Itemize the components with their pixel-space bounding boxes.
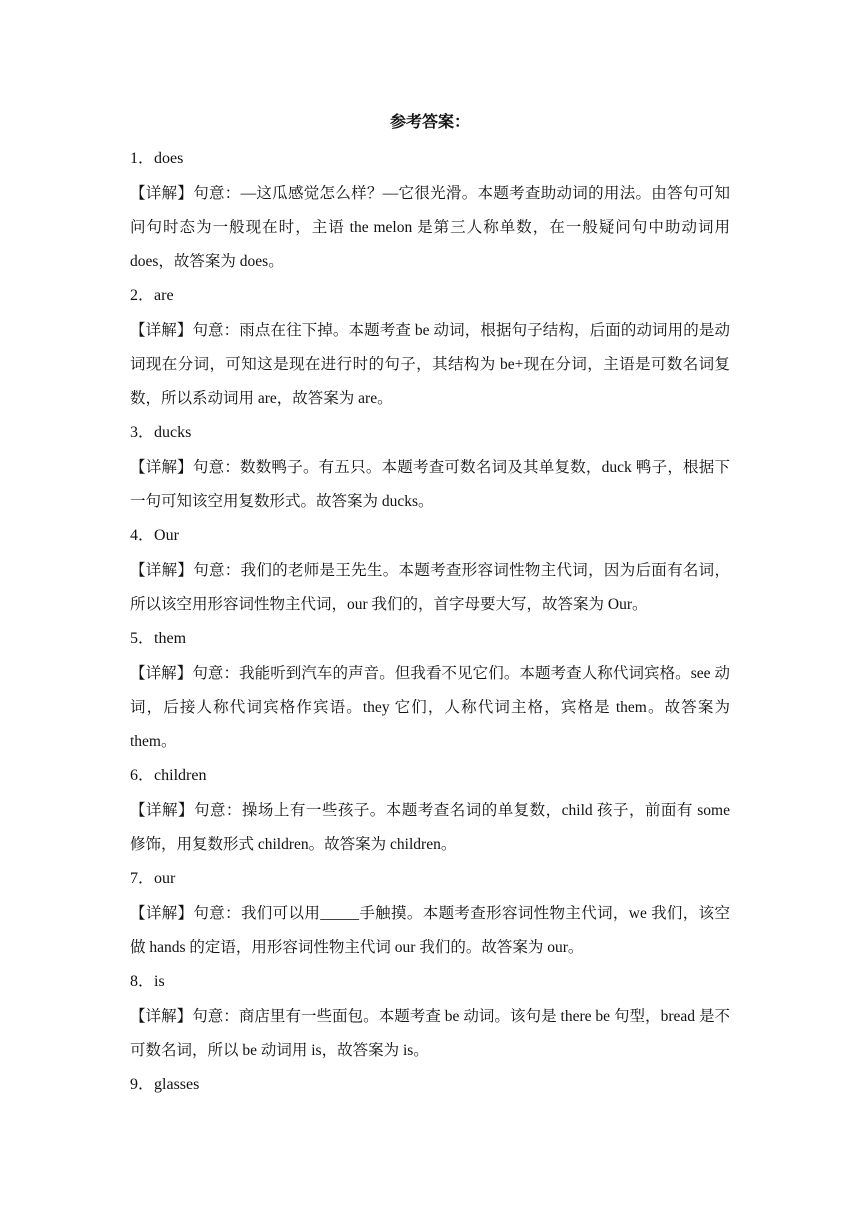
explanation [130, 793, 730, 862]
detail-tag: 【详解】 [130, 321, 193, 339]
answer-item-2 [130, 279, 730, 416]
explanation [130, 656, 730, 759]
answer-text: them [154, 630, 187, 647]
answer-text: glasses [154, 1076, 200, 1093]
answer-item-3 [130, 416, 730, 519]
answer-line [130, 142, 730, 176]
answer-line [130, 759, 730, 793]
answer-text: does [154, 150, 184, 167]
explanation-text: 句意：我们的老师是王先生。本题考查形容词性物主代词，因为后面有名词，所以该空用形容词性物主代词，our 我们的，首字母要大写，故答案为 Our。 [130, 562, 730, 613]
explanation-text: 句意：商店里有一些面包。本题考查 be 动词。该句是 there be 句型，bread 是不可数名词，所以 be 动词用 is，故答案为 is。 [130, 1008, 730, 1059]
explanation [130, 896, 730, 965]
explanation [130, 313, 730, 416]
detail-tag: 【详解】 [130, 561, 194, 579]
answer-item-8 [130, 965, 730, 1068]
answer-item-9 [130, 1068, 730, 1102]
answer-line [130, 862, 730, 896]
question-number: 3． [130, 424, 155, 441]
detail-tag: 【详解】 [130, 1007, 193, 1025]
answer-line [130, 622, 730, 656]
question-number: 9． [130, 1076, 155, 1093]
detail-tag: 【详解】 [130, 458, 193, 476]
explanation-text: 句意：雨点在往下掉。本题考查 be 动词，根据句子结构，后面的动词用的是动词现在分词，可知这是现在进行时的句子，其结构为 be+现在分词，主语是可数名词复数，所以系动词用 are，故答案为 are。 [130, 322, 730, 407]
answer-text: children [154, 767, 207, 784]
question-number: 5． [130, 630, 155, 647]
answer-line [130, 1068, 730, 1102]
answer-key [130, 108, 730, 1102]
explanation-text: 句意：数数鸭子。有五只。本题考查可数名词及其单复数，duck 鸭子，根据下一句可知该空用复数形式。故答案为 ducks。 [130, 459, 730, 510]
question-number: 8． [130, 973, 155, 990]
explanation [130, 999, 730, 1068]
question-number: 4． [130, 527, 155, 544]
answer-item-4 [130, 519, 730, 622]
explanation-text: 句意：操场上有一些孩子。本题考查名词的单复数，child 孩子，前面有 some 修饰，用复数形式 children。故答案为 children。 [130, 802, 730, 853]
answer-text: our [154, 870, 176, 887]
explanation [130, 553, 730, 622]
explanation [130, 450, 730, 519]
detail-tag: 【详解】 [130, 184, 194, 202]
answer-text: is [154, 973, 165, 990]
detail-tag: 【详解】 [130, 801, 194, 819]
explanation-text: 句意：—这瓜感觉怎么样？—它很光滑。本题考查助动词的用法。由答句可知问句时态为一般现在时，主语 the melon 是第三人称单数，在一般疑问句中助动词用 does，故答案为 does。 [130, 185, 730, 270]
answer-line [130, 519, 730, 553]
question-number: 6． [130, 767, 155, 784]
detail-tag: 【详解】 [130, 904, 194, 922]
answer-item-6 [130, 759, 730, 862]
question-number: 7． [130, 870, 155, 887]
answer-line [130, 965, 730, 999]
answer-text: ducks [154, 424, 192, 441]
answer-text: Our [154, 527, 179, 544]
explanation-text: 句意：我们可以用_____手触摸。本题考查形容词性物主代词，we 我们，该空做 hands 的定语，用形容词性物主代词 our 我们的。故答案为 our。 [130, 905, 730, 956]
answer-item-5 [130, 622, 730, 759]
answer-line [130, 416, 730, 450]
explanation [130, 176, 730, 279]
page-title: 参考答案： [389, 112, 470, 131]
answer-item-7 [130, 862, 730, 965]
detail-tag: 【详解】 [130, 664, 193, 682]
question-number: 2． [130, 287, 155, 304]
explanation-text: 句意：我能听到汽车的声音。但我看不见它们。本题考查人称代词宾格。see 动词，后接人称代词宾格作宾语。they 它们，人称代词主格，宾格是 them。故答案为 them。 [130, 665, 730, 750]
answer-line [130, 279, 730, 313]
question-number: 1． [130, 150, 155, 167]
answer-text: are [154, 287, 174, 304]
answer-item-1 [130, 142, 730, 279]
